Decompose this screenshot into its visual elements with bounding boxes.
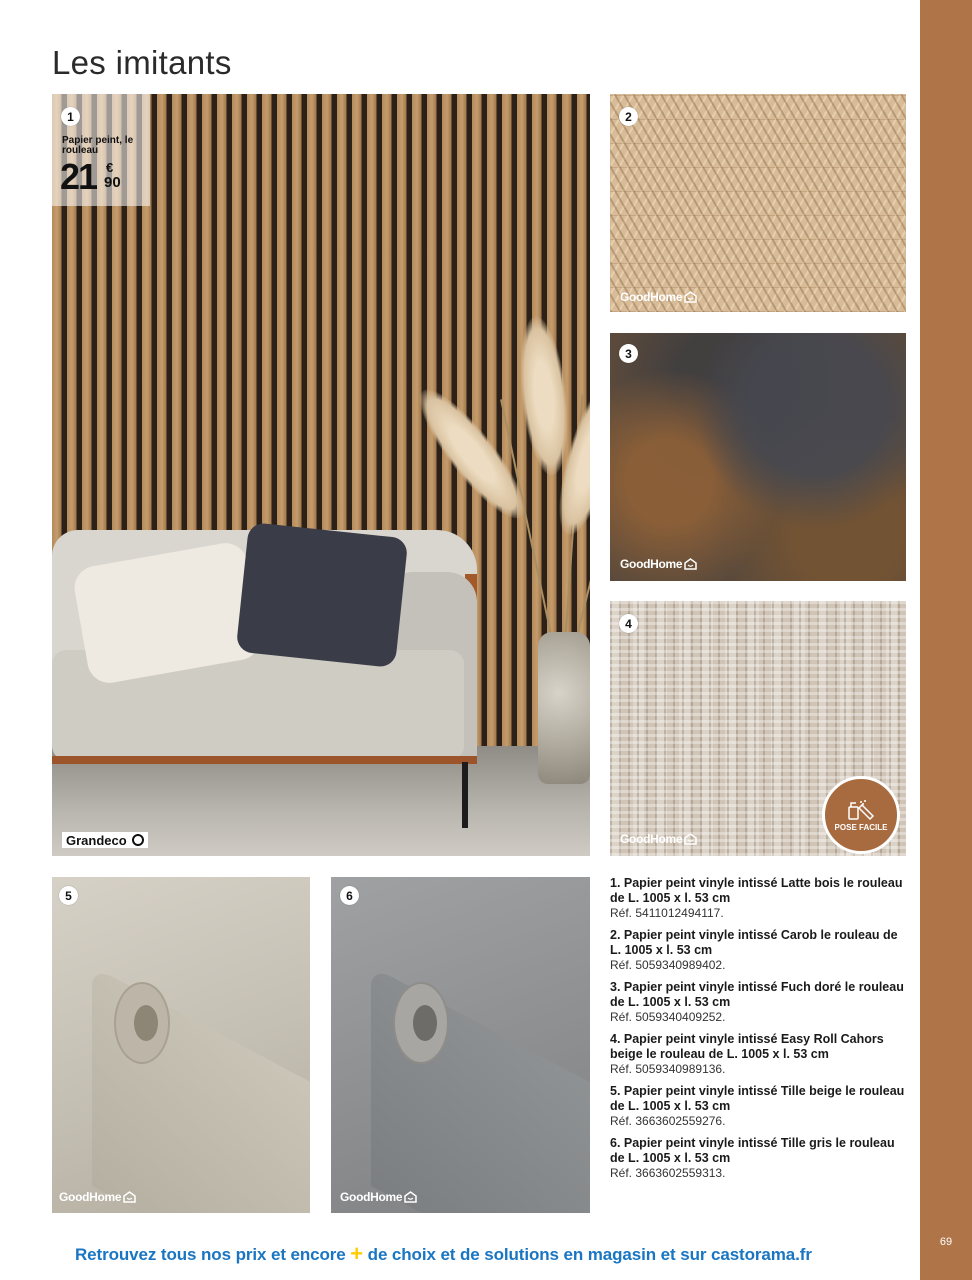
goodhome-logo-text: GoodHome (59, 1190, 122, 1204)
cushion-dark (236, 522, 409, 668)
product-number-badge: 5 (59, 886, 78, 905)
page-number: 69 (939, 1236, 953, 1248)
product-ref: Réf. 3663602559276. (610, 1114, 726, 1128)
roll-core (413, 1005, 437, 1041)
goodhome-logo-text: GoodHome (340, 1190, 403, 1204)
footer-domain-suffix: .fr (795, 1245, 812, 1264)
pampas-plume (405, 377, 538, 530)
product-item (610, 928, 910, 973)
product-ref: Réf. 5059340989402. (610, 958, 726, 972)
price-caption: Papier peint, le rouleau (62, 135, 134, 156)
price-currency: € (106, 160, 114, 175)
pose-facile-label: POSE FACILE (834, 822, 888, 832)
product-item (610, 1136, 910, 1181)
product-number-badge: 1 (61, 107, 80, 126)
product-number-badge: 2 (619, 107, 638, 126)
side-color-band (920, 0, 972, 1280)
product-photo-latte-bois[interactable] (52, 94, 590, 856)
product-number-badge: 3 (619, 344, 638, 363)
goodhome-logo (59, 1190, 136, 1204)
product-item (610, 1032, 910, 1077)
product-title: 4. Papier peint vinyle intissé Easy Roll Cahors beige le rouleau de L. 1005 x l. 53 cm (610, 1032, 884, 1061)
grandeco-logo-text: Grandeco (66, 832, 127, 848)
house-icon (404, 1191, 417, 1203)
house-icon (684, 558, 697, 570)
product-item (610, 980, 910, 1025)
price-cents: 90 (104, 174, 121, 191)
goodhome-logo (620, 832, 697, 846)
goodhome-logo (620, 557, 697, 571)
house-icon (123, 1191, 136, 1203)
sofa-base (52, 756, 477, 764)
goodhome-logo-text: GoodHome (620, 290, 683, 304)
product-photo-cahors-beige[interactable] (610, 601, 906, 856)
grandeco-logo (62, 832, 148, 848)
price-tag (52, 94, 150, 206)
product-ref: Réf. 5059340409252. (610, 1010, 726, 1024)
vase (538, 632, 590, 784)
product-title: 2. Papier peint vinyle intissé Carob le rouleau de L. 1005 x l. 53 cm (610, 928, 898, 957)
product-ref: Réf. 5411012494117. (610, 906, 724, 920)
price-euros: 21 (60, 156, 97, 197)
grandeco-mark-icon (132, 834, 144, 846)
product-number-badge: 6 (340, 886, 359, 905)
goodhome-logo (340, 1190, 417, 1204)
product-list (610, 876, 910, 1188)
product-title: 5. Papier peint vinyle intissé Tille beige le rouleau de L. 1005 x l. 53 cm (610, 1084, 905, 1113)
goodhome-logo-text: GoodHome (620, 832, 683, 846)
goodhome-logo (620, 290, 697, 304)
plus-icon: + (350, 1241, 364, 1266)
product-ref: Réf. 5059340989136. (610, 1062, 726, 1076)
product-title: 6. Papier peint vinyle intissé Tille gris le rouleau de L. 1005 x l. 53 cm (610, 1136, 895, 1165)
product-photo-carob[interactable] (610, 94, 906, 312)
roll-core (134, 1005, 158, 1041)
spray-brush-icon (846, 799, 876, 821)
footer-text-end: de choix et de solutions en magasin et sur castorama (363, 1245, 796, 1264)
product-photo-fuch-dore[interactable] (610, 333, 906, 581)
footer-text-start: Retrouvez tous nos prix et encore (75, 1245, 351, 1264)
product-title: 3. Papier peint vinyle intissé Fuch doré le rouleau de L. 1005 x l. 53 cm (610, 980, 904, 1009)
product-item (610, 1084, 910, 1129)
product-ref: Réf. 3663602559313. (610, 1166, 726, 1180)
page-title: Les imitants (52, 44, 232, 81)
product-title: 1. Papier peint vinyle intissé Latte bois le rouleau de L. 1005 x l. 53 cm (610, 876, 903, 905)
sofa-leg (462, 762, 468, 828)
product-photo-tille-beige[interactable] (52, 877, 310, 1213)
house-icon (684, 291, 697, 303)
pose-facile-sticker (822, 776, 900, 854)
house-icon (684, 833, 697, 845)
product-photo-tille-gris[interactable] (331, 877, 590, 1213)
goodhome-logo-text: GoodHome (620, 557, 683, 571)
product-number-badge: 4 (619, 614, 638, 633)
footer-promo[interactable] (75, 1240, 905, 1266)
product-item (610, 876, 910, 921)
pampas-plume (514, 314, 574, 478)
